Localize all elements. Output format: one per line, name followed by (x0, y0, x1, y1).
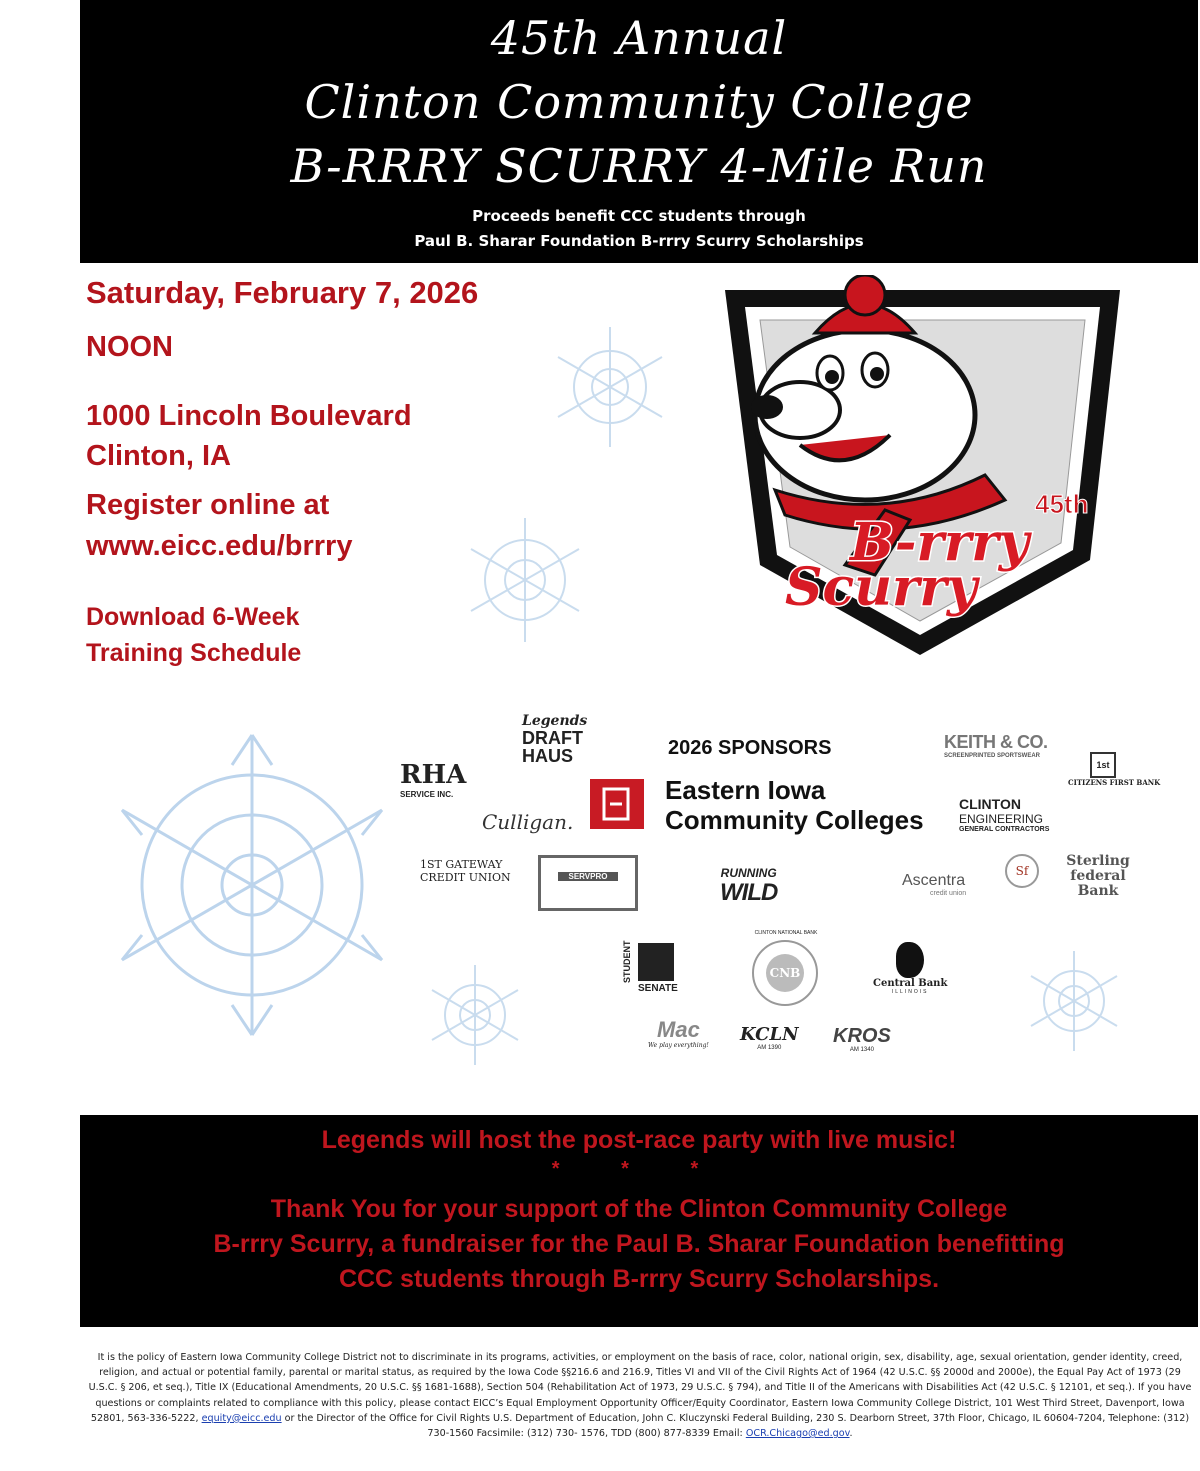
rha-service-logo: RHA SERVICE INC. (400, 760, 467, 799)
snowflake-large-icon (92, 725, 412, 1045)
kros-radio-logo: KROS AM 1340 (833, 1025, 891, 1053)
register-link[interactable]: www.eicc.edu/brrry (86, 530, 353, 562)
keith-co-logo: KEITH & CO. SCREENPRINTED SPORTSWEAR (944, 732, 1048, 759)
event-time: NOON (86, 331, 173, 363)
nondiscrimination-policy: It is the policy of Eastern Iowa Community College District not to discriminate in its programs, activities, or employment on the basis of race, color, national origin, sex, disability, age, sexual orientation, gender identity, creed, religion, and actual or potential family, parental or marital status, as required by the Iowa Code §§216.6 and 216.9, Titles VI and VII of the Civil Rights Act of 1964 (42 U.S.C. §§ 2000d and 2000e), the Equal Pay Act of 1973 (29 U.S.C. § 206, et seq.), Title IX (Educational Amendments, 20 U.S.C. §§ 1681-1688), Section 504 (Rehabilitation Act of 1973, 29 U.S.C. § 794), and Title II of the Americans with Disabilities Act (42 U.S.C. § 12101, et seq.). If you have questions or complaints related to compliance with this policy, please contact EICC’s Equal Employment Opportunity Officer/Equity Coordinator, Eastern Iowa Community College District, 101 West Third Street, Davenport, Iowa 52801, 563-336-5222, equity@eicc.edu or the Director of the Office for Civil Rights U.S. Department of Education, John C. Kluczynski Federal Building, 230 S. Dearborn Street, 37th Floor, Chicago, IL 60604-7204, Telephone: (312) 730-1560 Facsimile: (312) 730- 1576, TDD (800) 877-8339 Email: OCR.Chicago@ed.gov. (88, 1352, 1192, 1440)
event-address-line-1: 1000 Lincoln Boulevard (86, 400, 412, 432)
eicc-logo-mark (590, 779, 644, 829)
training-schedule-link-line-1[interactable]: Download 6-Week (86, 603, 300, 631)
title-line-3: B-RRRY SCURRY 4-Mile Run (290, 139, 988, 193)
running-wild-logo: RUNNING WILD (720, 866, 778, 906)
ascentra-logo: Ascentra credit union (902, 872, 967, 897)
svg-text:Scurry: Scurry (785, 557, 978, 618)
mac-radio-logo: Mac We play everything! (648, 1017, 709, 1049)
snowflake-icon (420, 960, 530, 1070)
proceeds-line-2: Paul B. Sharar Foundation B-rrry Scurry Scholarships (414, 232, 864, 250)
equity-email-link[interactable]: equity@eicc.edu (201, 1412, 282, 1424)
central-bank-logo: Central Bank ILLINOIS (873, 942, 947, 995)
legends-draft-haus-logo: Legends DRAFT HAUS (522, 713, 588, 766)
eicc-sponsor: Eastern Iowa Community Colleges (665, 775, 924, 835)
ocr-email-link[interactable]: OCR.Chicago@ed.gov (745, 1428, 850, 1440)
sterling-federal-logo: Sf Sterling federal Bank (1005, 854, 1153, 899)
snowflake-icon (455, 510, 595, 650)
thank-you-line-2: B-rrry Scurry, a fundraiser for the Paul B. Sharar Foundation benefitting (213, 1230, 1065, 1258)
mascot-logo (715, 275, 1125, 660)
citizens-first-bank-logo: 1st CITIZENS FIRST BANK (1068, 752, 1160, 787)
first-gateway-logo: 1ST GATEWAY CREDIT UNION (420, 858, 511, 884)
title-line-2: Clinton Community College (304, 75, 974, 129)
post-race-party-text: Legends will host the post-race party with live music! (321, 1126, 957, 1154)
svg-text:B-rrry: B-rrry (850, 512, 1029, 573)
thank-you-line-1: Thank You for your support of the Clinton Community College (270, 1195, 1008, 1223)
clinton-national-bank-logo: CNB CLINTON NATIONAL BANK (752, 940, 818, 1006)
thank-you-line-3: CCC students through B-rrry Scurry Scholarships. (338, 1265, 940, 1293)
stars-divider: * * * (551, 1158, 727, 1180)
event-address-line-2: Clinton, IA (86, 440, 231, 472)
event-date: Saturday, February 7, 2026 (86, 275, 479, 310)
training-schedule-link-line-2[interactable]: Training Schedule (86, 639, 302, 667)
badge-number: 45th (1035, 489, 1089, 519)
kcln-radio-logo: KCLN AM 1390 (740, 1024, 799, 1051)
student-senate-logo: STUDENT SENATE (622, 940, 678, 994)
title-line-1: 45th Annual (490, 11, 788, 65)
culligan-logo: Culligan. (482, 810, 574, 834)
register-label: Register online at (86, 489, 330, 521)
thank-you-banner (80, 1115, 1198, 1327)
proceeds-line-1: Proceeds benefit CCC students through (472, 207, 806, 225)
snowflake-icon (1018, 945, 1130, 1057)
snowflake-icon (545, 322, 675, 452)
header-banner (80, 0, 1198, 263)
clinton-engineering-logo: CLINTON ENGINEERING GENERAL CONTRACTORS (959, 796, 1050, 833)
servpro-logo: SERVPRO (538, 855, 638, 911)
sponsors-title: 2026 SPONSORS (668, 737, 832, 759)
